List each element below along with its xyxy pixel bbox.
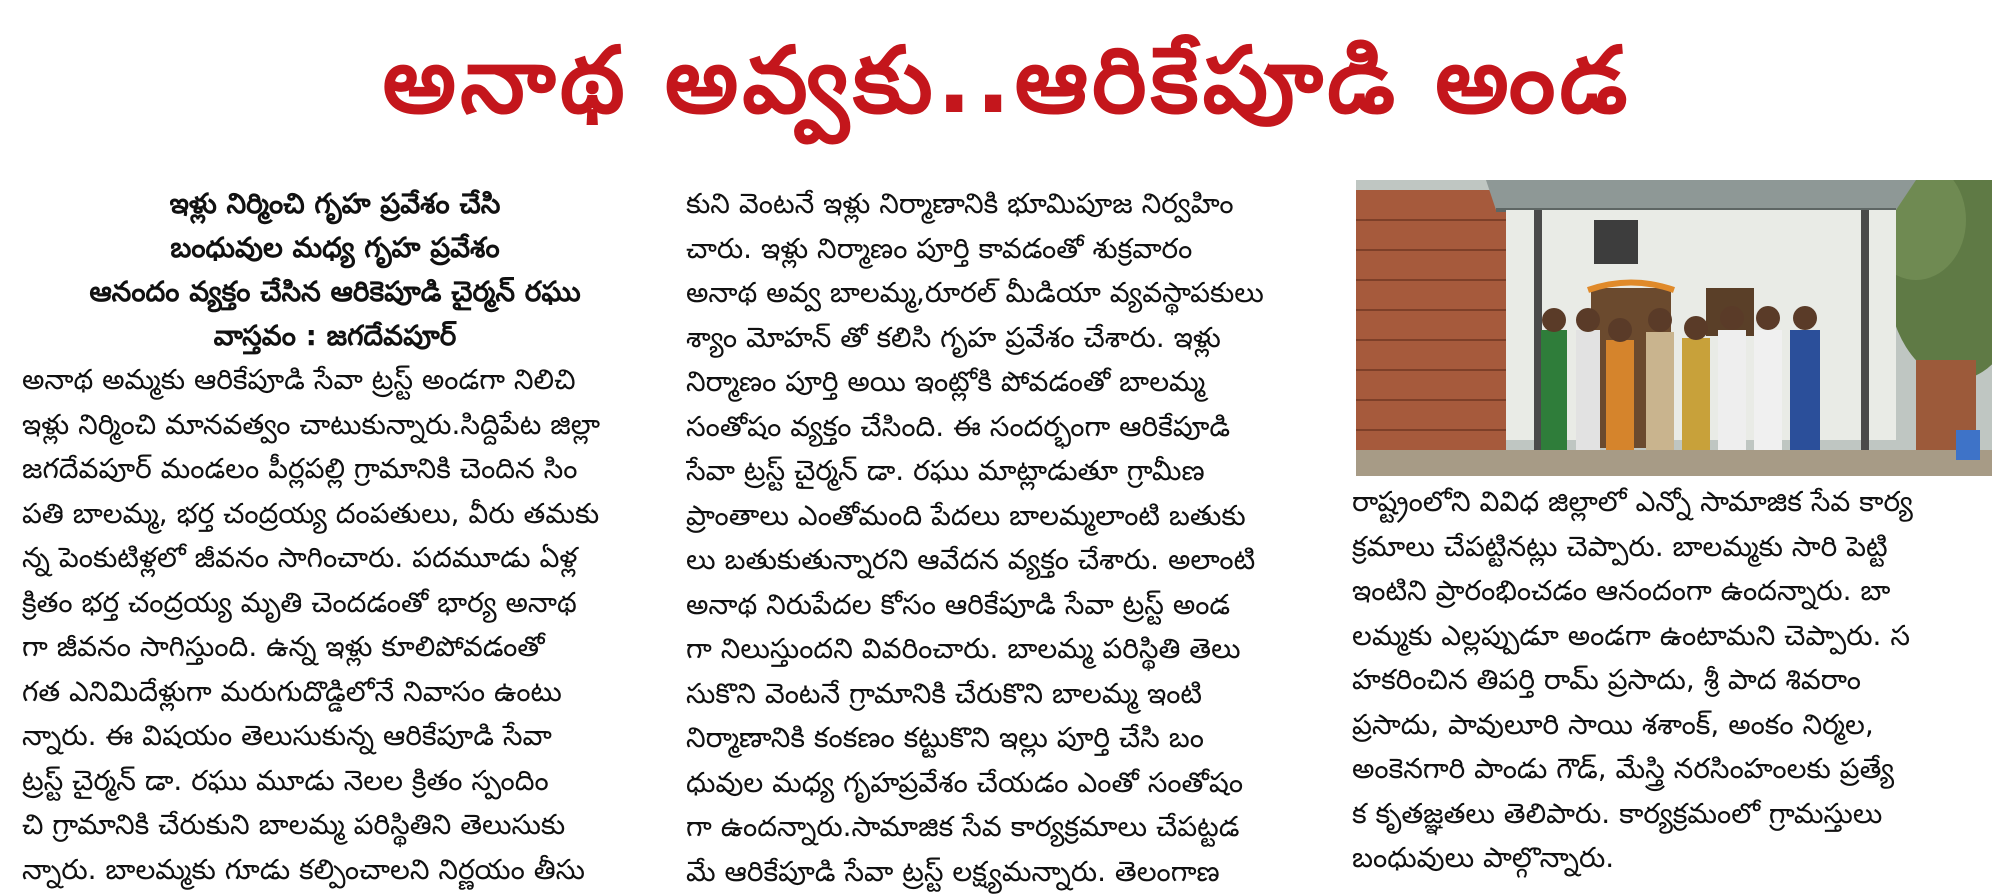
text-line: న్న పెంకుటిళ్లలో జీవనం సాగించారు. పదమూడు ఏళ్ల: [22, 536, 648, 581]
text-line: ధువుల మధ్య గృహప్రవేశం చేయడం ఎంతో సంతోషం: [686, 761, 1326, 806]
subhead-line: బంధువుల మధ్య గృహ ప్రవేశం: [22, 226, 648, 270]
text-line: హకరించిన తిపర్తి రామ్ ప్రసాదు, శ్రీ పాద శివరాం: [1352, 658, 1992, 703]
text-line: ట్రస్ట్ చైర్మన్ డా. రఘు మూడు నెలల క్రితం స్పందిం: [22, 759, 648, 804]
text-line: సేవా ట్రస్ట్ చైర్మన్ డా. రఘు మాట్లాడుతూ గ్రామీణ: [686, 449, 1326, 494]
column-1: [22, 182, 648, 892]
text-line: రాష్ట్రంలోని వివిధ జిల్లాలో ఎన్నో సామాజిక సేవ కార్య: [1352, 480, 1992, 525]
text-line: క్రితం భర్త చంద్రయ్య మృతి చెందడంతో భార్య అనాథ: [22, 581, 648, 626]
text-line: లమ్మకు ఎల్లప్పుడూ అండగా ఉంటామని చెప్పారు. స: [1352, 614, 1992, 659]
text-line: జగదేవపూర్ మండలం పీర్లపల్లి గ్రామానికి చెందిన సిం: [22, 447, 648, 492]
news-photo: [1356, 180, 1992, 476]
text-line: గా జీవనం సాగిస్తుంది. ఉన్న ఇళ్లు కూలిపోవడంతో: [22, 625, 648, 670]
text-line: గా నిలుస్తుందని వివరించారు. బాలమ్మ పరిస్థితి తెలు: [686, 627, 1326, 672]
column-3-text: [1352, 480, 1992, 881]
text-line: సుకొని వెంటనే గ్రామానికి చేరుకొని బాలమ్మ ఇంటి: [686, 672, 1326, 717]
text-line: ప్రాంతాలు ఎంతోమంది పేదలు బాలమ్మలాంటి బతుకు: [686, 494, 1326, 539]
text-line: నిర్మాణం పూర్తి అయి ఇంట్లోకి పోవడంతో బాలమ్మ: [686, 360, 1326, 405]
text-line: మే ఆరికేపూడి సేవా ట్రస్ట్ లక్ష్యమన్నారు. తెలంగాణ: [686, 850, 1326, 894]
subhead-line: ఆనందం వ్యక్తం చేసిన ఆరికెపూడి చైర్మన్ రఘు: [22, 270, 648, 314]
text-line: అనాథ నిరుపేదల కోసం ఆరికేపూడి సేవా ట్రస్ట్ అండ: [686, 583, 1326, 628]
text-line: సంతోషం వ్యక్తం చేసింది. ఈ సందర్భంగా ఆరికేపూడి: [686, 405, 1326, 450]
column-3: [1352, 480, 1992, 881]
text-line: అనాథ అమ్మకు ఆరికేపూడి సేవా ట్రస్ట్ అండగా నిలిచి: [22, 358, 648, 403]
text-line: లు బతుకుతున్నారని ఆవేదన వ్యక్తం చేశారు. అలాంటి: [686, 538, 1326, 583]
subheading: [22, 182, 648, 358]
text-line: కుని వెంటనే ఇళ్లు నిర్మాణానికి భూమిపూజ నిర్వహిం: [686, 182, 1326, 227]
text-line: న్నారు. బాలమ్మకు గూడు కల్పించాలని నిర్ణయం తీసు: [22, 848, 648, 893]
text-line: నిర్మాణానికి కంకణం కట్టుకొని ఇల్లు పూర్తి చేసి బం: [686, 716, 1326, 761]
subhead-line: ఇళ్లు నిర్మించి గృహ ప్రవేశం చేసి: [22, 182, 648, 226]
text-line: అంకెనగారి పాండు గౌడ్, మేస్త్రి నరసింహంలకు ప్రత్యే: [1352, 747, 1992, 792]
text-line: గత ఎనిమిదేళ్లుగా మరుగుదొడ్డిలోనే నివాసం ఉంటు: [22, 670, 648, 715]
column-2-text: [686, 182, 1326, 894]
house-photo-illustration: [1356, 180, 1992, 476]
text-line: న్నారు. ఈ విషయం తెలుసుకున్న ఆరికేపూడి సేవా: [22, 714, 648, 759]
headline: అనాథ అవ్వకు..ఆరికేపూడి అండ: [0, 6, 2014, 156]
text-line: ఇంటిని ప్రారంభించడం ఆనందంగా ఉందన్నారు. బా: [1352, 569, 1992, 614]
text-line: చారు. ఇళ్లు నిర్మాణం పూర్తి కావడంతో శుక్రవారం: [686, 227, 1326, 272]
text-line: చి గ్రామానికి చేరుకుని బాలమ్మ పరిస్థితిని తెలుసుకు: [22, 803, 648, 848]
text-line: క కృతజ్ఞతలు తెలిపారు. కార్యక్రమంలో గ్రామస్తులు: [1352, 792, 1992, 837]
text-line: ఇళ్లు నిర్మించి మానవత్వం చాటుకున్నారు.సిద్దిపేట జిల్లా: [22, 403, 648, 448]
text-line: క్రమాలు చేపట్టినట్లు చెప్పారు. బాలమ్మకు సారి పెట్టి: [1352, 525, 1992, 570]
text-line: అనాథ అవ్వ బాలమ్మ,రూరల్ మీడియా వ్యవస్థాపకులు: [686, 271, 1326, 316]
column-2: [686, 182, 1326, 894]
text-line: బంధువులు పాల్గొన్నారు.: [1352, 836, 1992, 881]
text-line: గా ఉందన్నారు.సామాజిక సేవ కార్యక్రమాలు చేపట్టడ: [686, 805, 1326, 850]
text-line: ప్రసాదు, పావులూరి సాయి శశాంక్, అంకం నిర్మల,: [1352, 703, 1992, 748]
column-1-text: [22, 358, 648, 892]
text-line: పతి బాలమ్మ, భర్త చంద్రయ్య దంపతులు, వీరు తమకు: [22, 492, 648, 537]
dateline: వాస్తవం : జగదేవపూర్: [22, 314, 648, 358]
text-line: శ్యాం మోహన్ తో కలిసి గృహ ప్రవేశం చేశారు. ఇళ్లు: [686, 316, 1326, 361]
